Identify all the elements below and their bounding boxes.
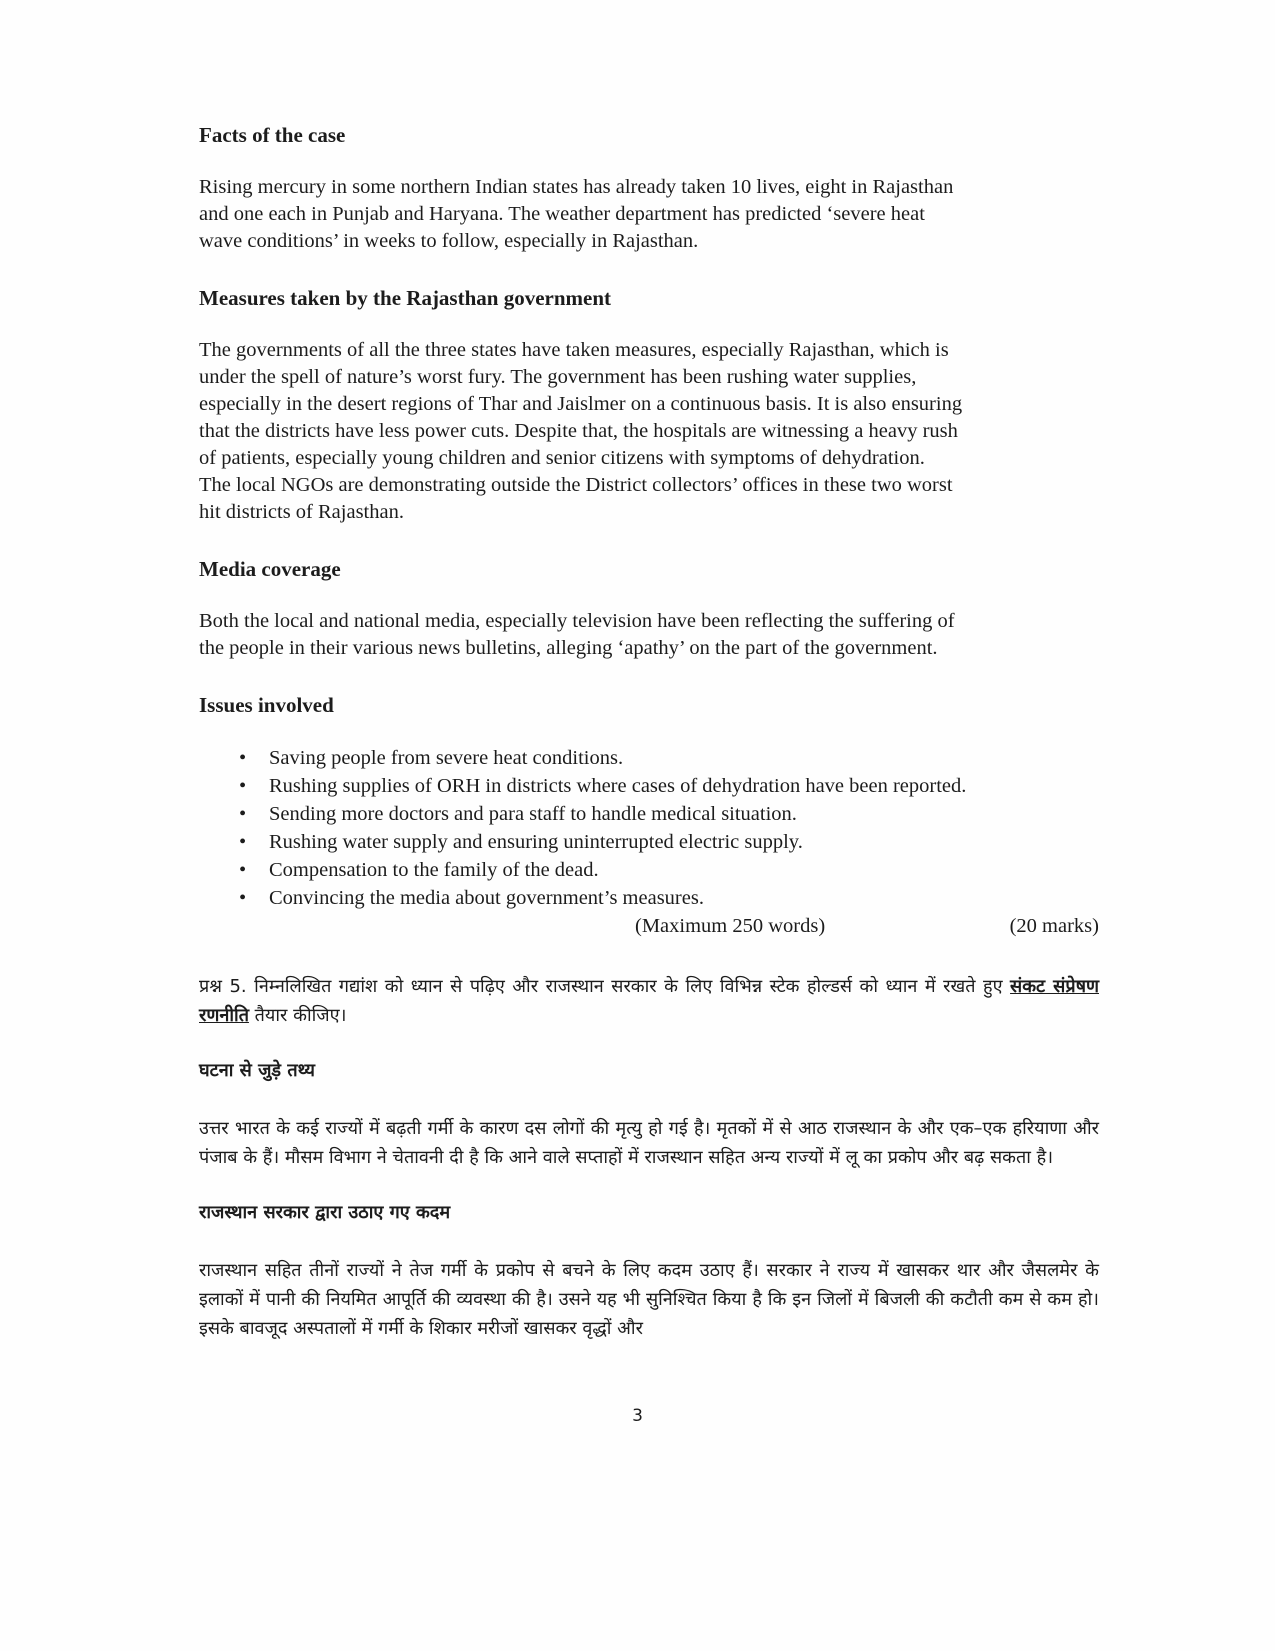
- hindi-question: [199, 972, 1099, 1030]
- bullet-icon: •: [239, 775, 247, 797]
- measures-paragraph-2: [199, 472, 1099, 526]
- bullet-icon: •: [239, 831, 247, 853]
- list-item: [239, 856, 1099, 884]
- list-item-text: Saving people from severe heat conditions.: [269, 747, 624, 769]
- text-line: The governments of all the three states have taken measures, especially Rajasthan, which is: [199, 339, 949, 361]
- page-content: [199, 122, 1099, 1371]
- list-item-text: Convincing the media about government’s measures.: [269, 887, 704, 909]
- bullet-icon: •: [239, 747, 247, 769]
- list-item-text: Compensation to the family of the dead.: [269, 859, 599, 881]
- marks-label: (20 marks): [1009, 915, 1099, 937]
- facts-paragraph: [199, 174, 1099, 255]
- hindi-measures-heading: राजस्थान सरकार द्वारा उठाए गए कदम: [199, 1202, 451, 1223]
- text-line: of patients, especially young children and senior citizens with symptoms of dehydration.: [199, 447, 925, 469]
- list-item: [239, 772, 1099, 800]
- hindi-question-prefix: प्रश्न 5. निम्नलिखित गद्यांश को ध्यान से पढ़िए और राजस्थान सरकार के लिए विभिन्न स्टेक होल्डर्स को ध्यान में रखते हुए: [199, 976, 1011, 997]
- hindi-question-suffix: तैयार कीजिए।: [248, 1005, 347, 1026]
- text-line: wave conditions’ in weeks to follow, especially in Rajasthan.: [199, 230, 699, 252]
- hindi-facts-heading: घटना से जुड़े तथ्य: [199, 1060, 315, 1081]
- issues-list: [199, 744, 1099, 912]
- list-item: [239, 828, 1099, 856]
- text-line: that the districts have less power cuts. Despite that, the hospitals are witnessing a heavy rush: [199, 420, 958, 442]
- media-paragraph: [199, 608, 1099, 662]
- text-line: and one each in Punjab and Haryana. The weather department has predicted ‘severe heat: [199, 203, 925, 225]
- bullet-icon: •: [239, 887, 247, 909]
- text-line: The local NGOs are demonstrating outside the District collectors’ offices in these two worst: [199, 474, 953, 496]
- list-item: [239, 800, 1099, 828]
- text-line: the people in their various news bulletins, alleging ‘apathy’ on the part of the government.: [199, 637, 938, 659]
- hindi-question-emphasis: संकट संप्रेषण रणनीति: [199, 976, 1099, 1026]
- text-line: especially in the desert regions of Thar and Jaislmer on a continuous basis. It is also ensuring: [199, 393, 963, 415]
- list-item-text: Sending more doctors and para staff to handle medical situation.: [269, 803, 797, 825]
- text-line: Rising mercury in some northern Indian states has already taken 10 lives, eight in Rajasthan: [199, 176, 954, 198]
- marks-row: [199, 912, 1099, 942]
- media-heading: Media coverage: [199, 557, 341, 581]
- hindi-measures-paragraph: राजस्थान सहित तीनों राज्यों ने तेज गर्मी के प्रकोप से बचने के लिए कदम उठाए हैं। सरकार ने राज्य में खासकर थार और जैसलमेर के इलाकों में पानी की नियमित आपूर्ति की व्यवस्था की है। उसने यह भी सुनिश्चित किया है कि इन जिलों में बिजली की कटौती कम से कम हो। इसके बावजूद अस्पतालों में गर्मी के शिकार मरीजों खासकर वृद्धों और: [199, 1260, 1099, 1339]
- max-words-label: (Maximum 250 words): [635, 915, 826, 937]
- measures-paragraph-1: [199, 337, 1099, 472]
- text-line: hit districts of Rajasthan.: [199, 501, 404, 523]
- text-line: Both the local and national media, especially television have been reflecting the suffering of: [199, 610, 955, 632]
- hindi-facts-paragraph: उत्तर भारत के कई राज्यों में बढ़ती गर्मी के कारण दस लोगों की मृत्यु हो गई है। मृतकों में से आठ राजस्थान के और एक–एक हरियाणा और पंजाब के हैं। मौसम विभाग ने चेतावनी दी है कि आने वाले सप्ताहों में राजस्थान सहित अन्य राज्यों में लू का प्रकोप और बढ़ सकता है।: [199, 1118, 1099, 1168]
- page-number: 3: [632, 1406, 643, 1426]
- issues-heading: Issues involved: [199, 693, 334, 717]
- text-line: under the spell of nature’s worst fury. The government has been rushing water supplies,: [199, 366, 917, 388]
- facts-heading: Facts of the case: [199, 123, 346, 147]
- list-item: [239, 884, 1099, 912]
- list-item-text: Rushing water supply and ensuring uninterrupted electric supply.: [269, 831, 803, 853]
- list-item: [239, 744, 1099, 772]
- bullet-icon: •: [239, 859, 247, 881]
- list-item-text: Rushing supplies of ORH in districts where cases of dehydration have been reported.: [269, 775, 967, 797]
- measures-heading: Measures taken by the Rajasthan government: [199, 286, 612, 310]
- bullet-icon: •: [239, 803, 247, 825]
